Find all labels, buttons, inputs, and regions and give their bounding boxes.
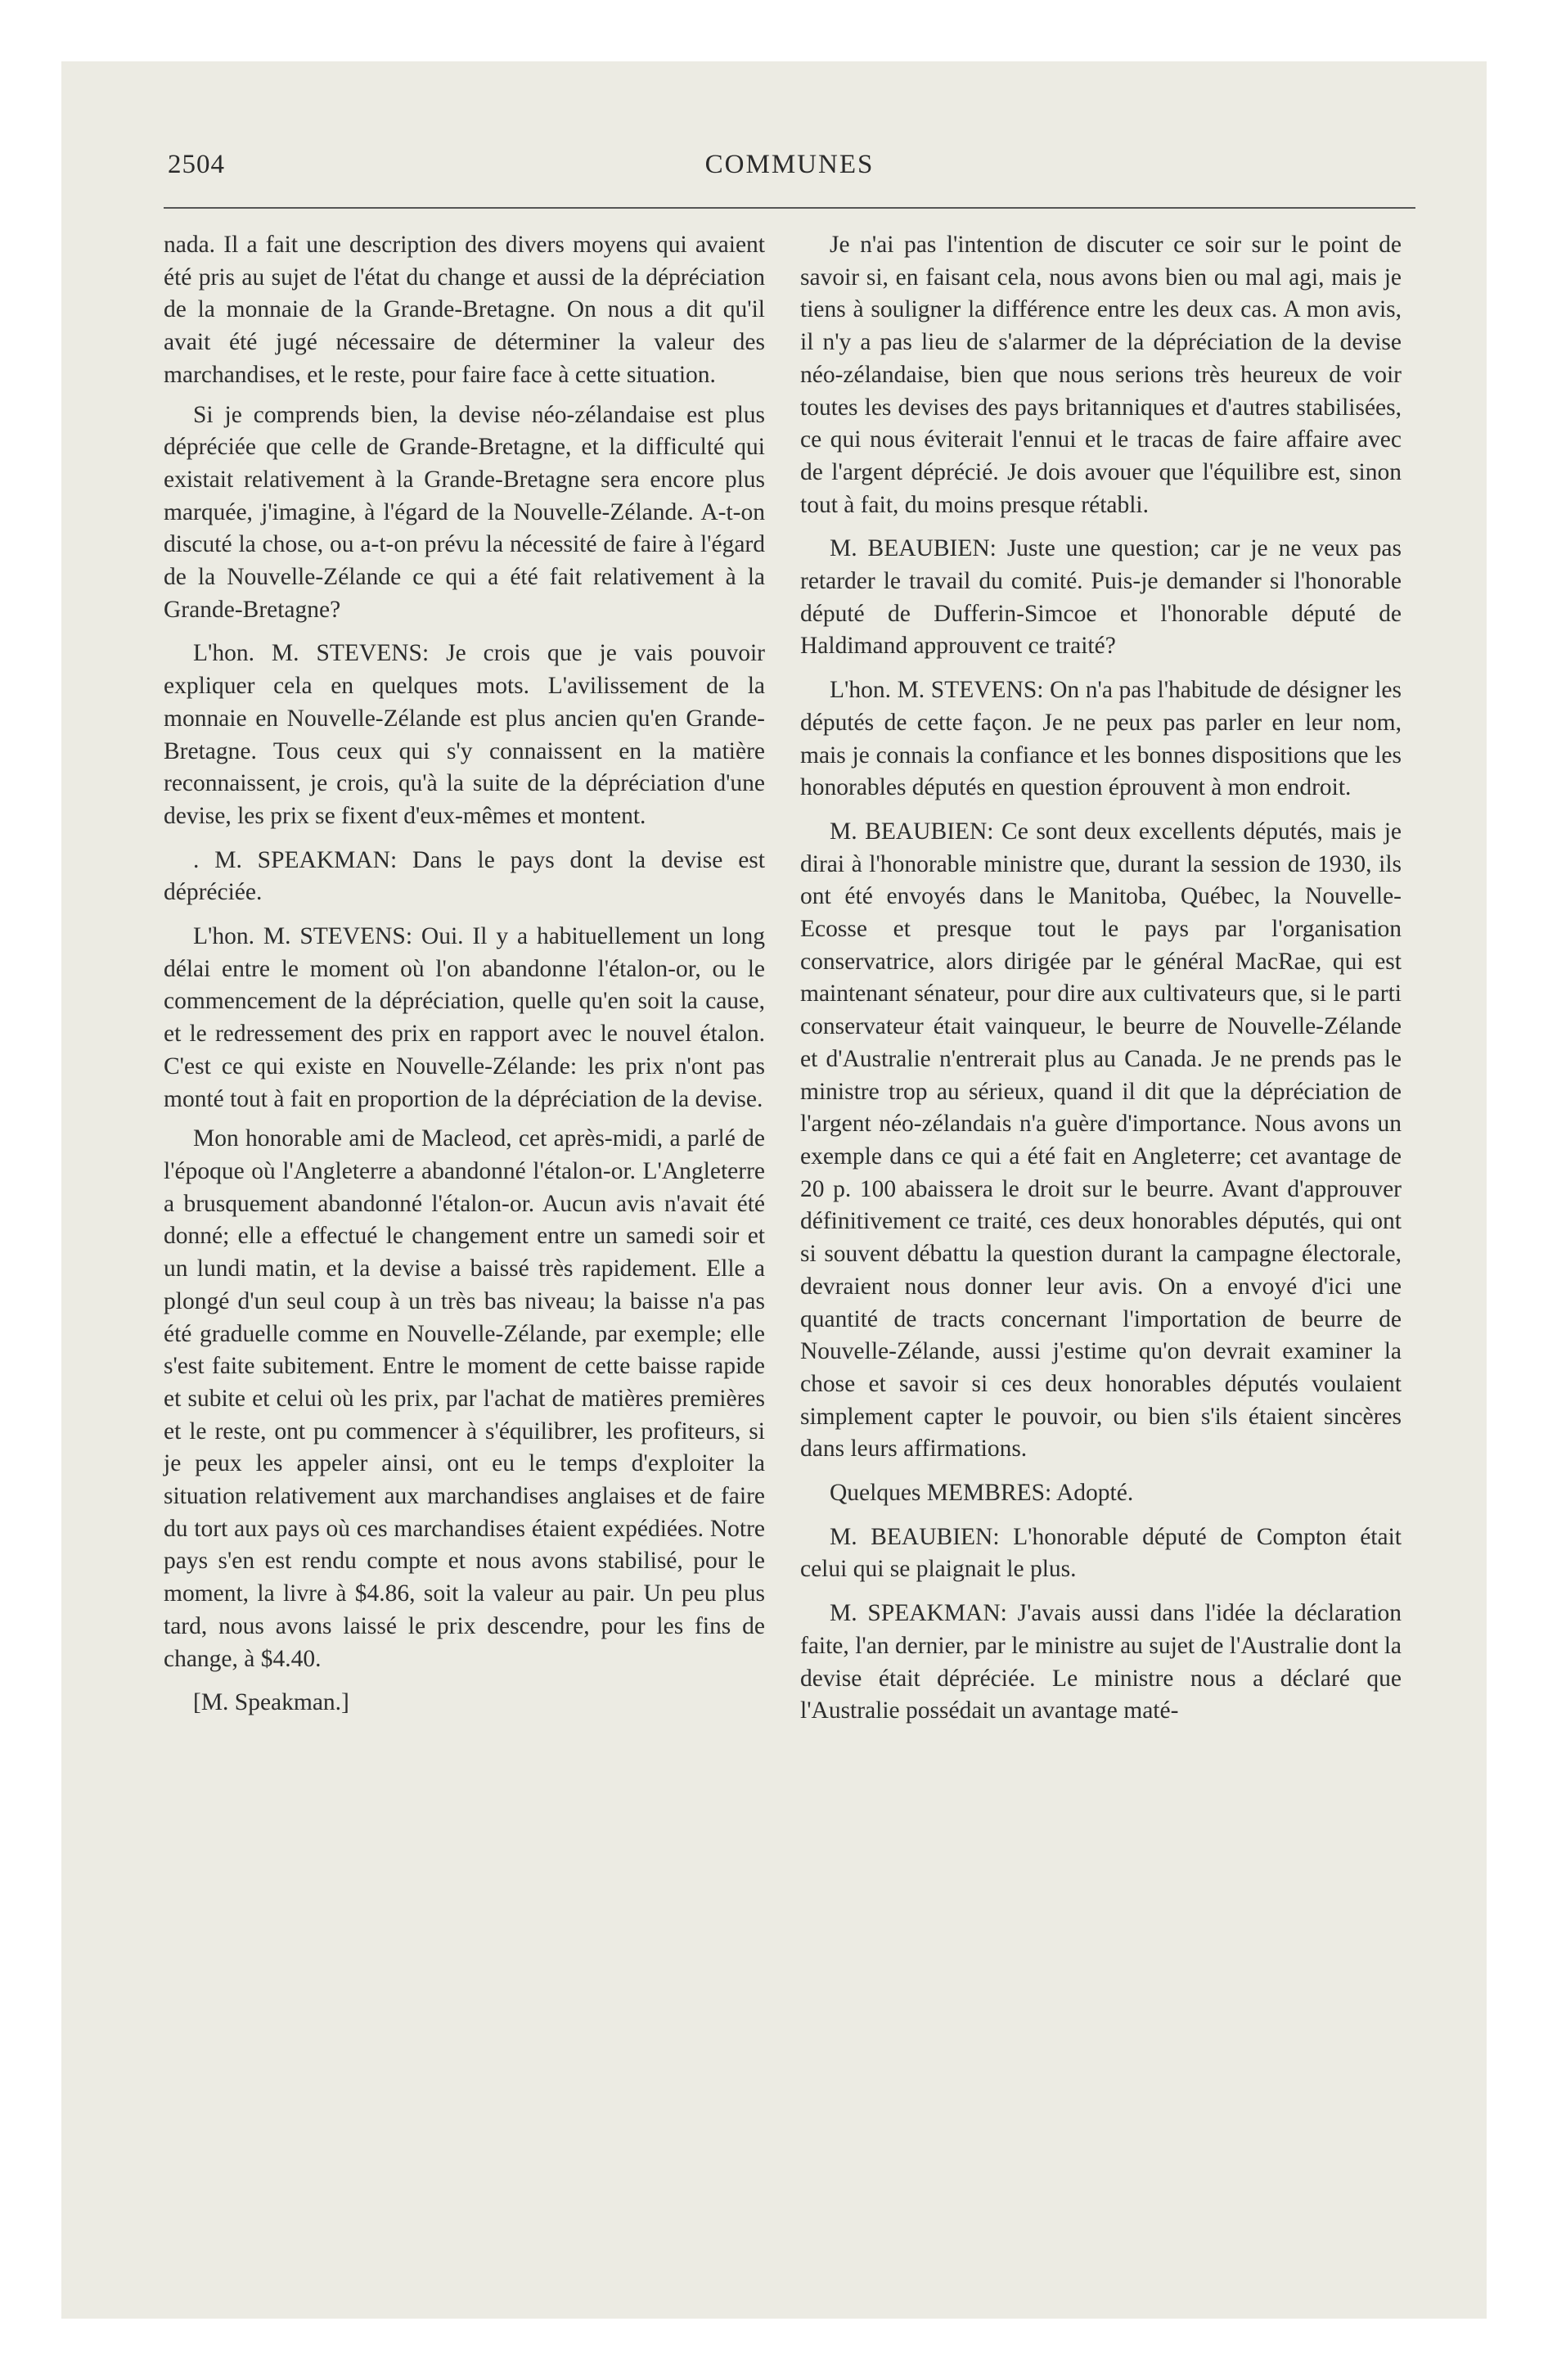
- paragraph: M. BEAUBIEN: Juste une question; car je ne veux pas retarder le travail du comité. Puis-je demander si l'honorable député de Dufferin-Simcoe et l'honorable député de Haldimand approuvent ce traité?: [800, 535, 1402, 660]
- paragraph: Mon honorable ami de Macleod, cet après-midi, a parlé de l'époque où l'Angleterre a abandonné l'étalon-or. L'Angleterre a brusquement abandonné l'étalon-or. Aucun avis n'avait été donné; elle a effectué le changement entre un samedi soir et un lundi matin, et la devise a baissé très rapidement. Elle a plongé d'un seul coup à un très bas niveau; la baisse n'a pas été graduelle comme en Nouvelle-Zélande, par exemple; elle s'est faite subitement. Entre le moment de cette baisse rapide et subite et celui où les prix, par l'achat de matières premières et le reste, ont pu commencer à s'équilibrer, les profiteurs, si je peux les appeler ainsi, ont eu le temps d'exploiter la situation relativement aux marchandises anglaises et de faire du tort aux pays où ces marchandises étaient expédiées. Notre pays s'en est rendu compte et nous avons stabilisé, pour le moment, la livre à $4.86, soit la valeur au pair. Un peu plus tard, nous avons laissé le prix descendre, pour les fins de change, à $4.40.: [164, 1125, 765, 1672]
- page-header: [168, 150, 1411, 191]
- right-column: [800, 229, 1402, 1735]
- paragraph: M. BEAUBIEN: L'honorable député de Compton était celui qui se plaignait le plus.: [800, 1523, 1402, 1583]
- paragraph: nada. Il a fait une description des divers moyens qui avaient été pris au sujet de l'état du change et aussi de la dépréciation de la monnaie de la Grande-Bretagne. On nous a dit qu'il avait été jugé nécessaire de déterminer la valeur des marchandises, et le reste, pour faire face à cette situation.: [164, 232, 765, 388]
- header-rule: [164, 207, 1415, 209]
- paragraph: . M. SPEAKMAN: Dans le pays dont la devise est dépréciée.: [164, 846, 765, 906]
- left-column: [164, 229, 765, 1727]
- paragraph: L'hon. M. STEVENS: On n'a pas l'habitude de désigner les députés de cette façon. Je ne peux pas parler en leur nom, mais je connais la confiance et les bonnes dispositions que les honorables députés en question éprouvent à mon endroit.: [800, 677, 1402, 801]
- page-number: 2504: [168, 150, 225, 179]
- paragraph: Quelques MEMBRES: Adopté.: [830, 1480, 1134, 1507]
- running-head: COMMUNES: [704, 150, 875, 179]
- paragraph: L'hon. M. STEVENS: Oui. Il y a habituellement un long délai entre le moment où l'on abandonne l'étalon-or, ou le commencement de la dépréciation, quelle qu'en soit la cause, et le redressement des prix en rapport avec le nouvel étalon. C'est ce qui existe en Nouvelle-Zélande: les prix n'ont pas monté tout à fait en proportion de la dépréciation de la devise.: [164, 923, 765, 1112]
- paragraph: Je n'ai pas l'intention de discuter ce soir sur le point de savoir si, en faisant cela, nous avons bien ou mal agi, mais je tiens à souligner la différence entre les deux cas. A mon avis, il n'y a pas lieu de s'alarmer de la dépréciation de la devise néo-zélandaise, bien que nous serions très heureux de voir toutes les devises des pays britanniques et d'autres stabilisées, ce qui nous éviterait l'ennui et le tracas de faire affaire avec de l'argent déprécié. Je dois avouer que l'équilibre est, sinon tout à fait, du moins presque rétabli.: [800, 232, 1402, 518]
- paragraph: Si je comprends bien, la devise néo-zélandaise est plus dépréciée que celle de Grande-Bretagne, et la difficulté qui existait relativement à la Grande-Bretagne sera encore plus marquée, j'imagine, à l'égard de la Nouvelle-Zélande. A-t-on discuté la chose, ou a-t-on prévu la nécessité de faire à l'égard de la Nouvelle-Zélande ce qui a été fait relativement à la Grande-Bretagne?: [164, 401, 765, 623]
- speaker-signature: [M. Speakman.]: [193, 1689, 349, 1716]
- paragraph: M. SPEAKMAN: J'avais aussi dans l'idée la déclaration faite, l'an dernier, par le ministre au sujet de l'Australie dont la devise était dépréciée. Le ministre nous a déclaré que l'Australie possédait un avantage maté-: [800, 1600, 1402, 1724]
- paragraph: L'hon. M. STEVENS: Je crois que je vais pouvoir expliquer cela en quelques mots. L'avilissement de la monnaie en Nouvelle-Zélande est plus ancien qu'en Grande-Bretagne. Tous ceux qui s'y connaissent en la matière reconnaissent, je crois, qu'à la suite de la dépréciation d'une devise, les prix se fixent d'eux-mêmes et montent.: [164, 640, 765, 829]
- paragraph: M. BEAUBIEN: Ce sont deux excellents députés, mais je dirai à l'honorable ministre que, durant la session de 1930, ils ont été envoyés dans le Manitoba, Québec, la Nouvelle-Ecosse et presque tout le pays par l'organisation conservatrice, alors dirigée par le général MacRae, qui est maintenant sénateur, pour dire aux cultivateurs que, si le parti conservateur était vainqueur, le beurre de Nouvelle-Zélande et d'Australie n'entrerait plus au Canada. Je ne prends pas le ministre trop au sérieux, quand il dit que la dépréciation de l'argent néo-zélandais n'a guère d'importance. Nous avons un exemple dans ce qui a été fait en Angleterre; cet avantage de 20 p. 100 abaissera le droit sur le beurre. Avant d'approuver définitivement ce traité, ces deux honorables députés, qui ont si souvent débattu la question durant la campagne électorale, devraient nous donner leur avis. On a envoyé d'ici une quantité de tracts concernant l'importation de beurre de Nouvelle-Zélande, aussi j'estime qu'on devrait examiner la chose et savoir si ces deux honorables députés voulaient simplement capter le pouvoir, ou bien s'ils étaient sincères dans leurs affirmations.: [800, 818, 1402, 1463]
